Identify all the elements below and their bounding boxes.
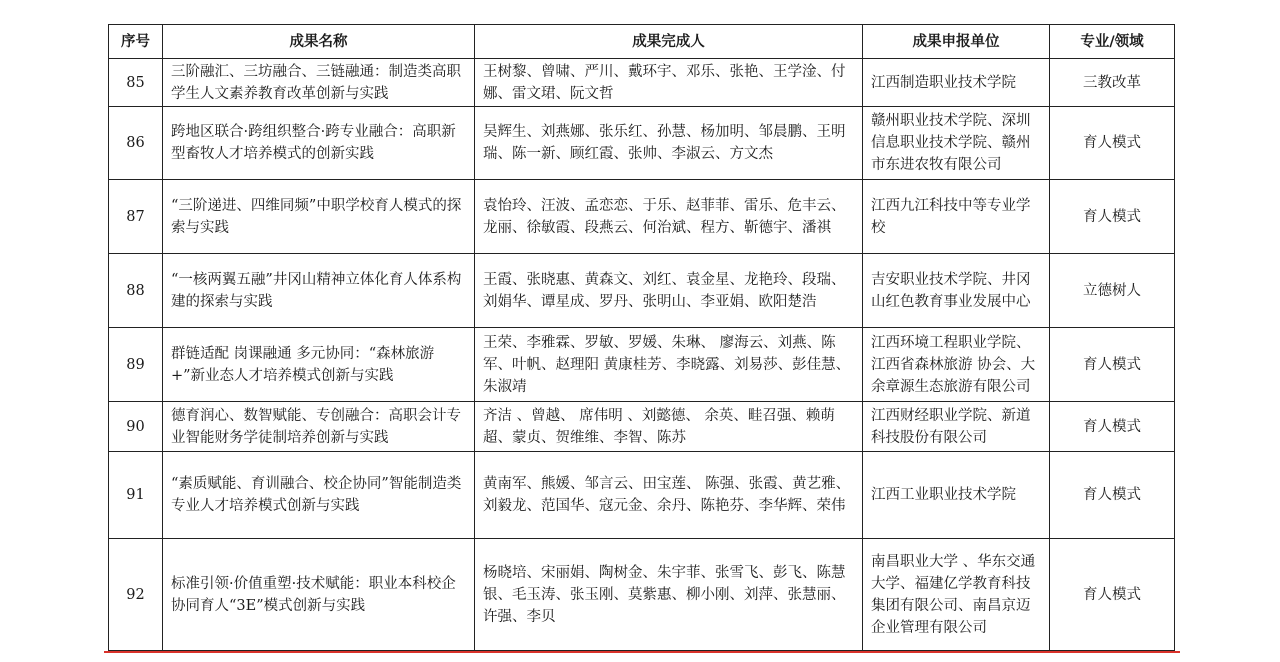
results-table bbox=[108, 24, 1175, 651]
header-row bbox=[109, 25, 1175, 59]
applicant-unit: 吉安职业技术学院、井冈山红色教育事业发展中心 bbox=[863, 254, 1050, 328]
applicant-unit: 江西九江科技中等专业学校 bbox=[863, 180, 1050, 254]
contributors: 袁怡玲、汪波、孟恋恋、于乐、赵菲菲、雷乐、危丰云、龙丽、徐敏霞、段燕云、何治斌、程方、靳德宇、潘祺 bbox=[475, 180, 863, 254]
table-row bbox=[109, 402, 1175, 452]
contributors: 杨晓培、宋丽娟、陶树金、朱宇菲、张雪飞、彭飞、陈慧银、毛玉涛、张玉刚、莫紫惠、柳小刚、刘萍、张慧丽、许强、李贝 bbox=[475, 539, 863, 651]
applicant-unit: 江西环境工程职业学院、江西省森林旅游 协会、大余章源生态旅游有限公司 bbox=[863, 328, 1050, 402]
field: 育人模式 bbox=[1050, 452, 1175, 539]
achievement-name: 跨地区联合·跨组织整合·跨专业融合：高职新型畜牧人才培养模式的创新实践 bbox=[163, 107, 475, 180]
field: 育人模式 bbox=[1050, 107, 1175, 180]
contributors: 黄南军、熊媛、邹言云、田宝莲、 陈强、张霞、黄艺雅、 刘毅龙、范国华、寇元金、余丹、陈艳芬、李华辉、荣伟 bbox=[475, 452, 863, 539]
achievement-name: “素质赋能、育训融合、校企协同”智能制造类专业人才培养模式创新与实践 bbox=[163, 452, 475, 539]
contributors: 吴辉生、刘燕娜、张乐红、孙慧、杨加明、邹晨鹏、王明瑞、陈一新、顾红霞、张帅、李淑云、方文杰 bbox=[475, 107, 863, 180]
applicant-unit: 江西财经职业学院、新道科技股份有限公司 bbox=[863, 402, 1050, 452]
header-applicant-unit: 成果申报单位 bbox=[863, 25, 1050, 59]
achievement-name: 群链适配 岗课融通 多元协同：“森林旅游+”新业态人才培养模式创新与实践 bbox=[163, 328, 475, 402]
field: 育人模式 bbox=[1050, 539, 1175, 651]
table-row bbox=[109, 539, 1175, 651]
field: 三教改革 bbox=[1050, 59, 1175, 107]
row-number: 87 bbox=[109, 180, 163, 254]
field: 育人模式 bbox=[1050, 328, 1175, 402]
row-number: 91 bbox=[109, 452, 163, 539]
field: 育人模式 bbox=[1050, 402, 1175, 452]
contributors: 齐洁 、曾越、 席伟明 、刘懿德、 余英、畦召强、赖萌超、蒙贞、贺维维、李智、陈苏 bbox=[475, 402, 863, 452]
achievement-name: 三阶融汇、三坊融合、三链融通：制造类高职学生人文素养教育改革创新与实践 bbox=[163, 59, 475, 107]
table-row bbox=[109, 59, 1175, 107]
row-number: 92 bbox=[109, 539, 163, 651]
results-sheet bbox=[108, 24, 1174, 651]
contributors: 王荣、李雅霖、罗敏、罗媛、朱琳、 廖海云、刘燕、陈军、叶帆、赵理阳 黄康桂芳、李晓露、刘易莎、彭佳慧、朱淑靖 bbox=[475, 328, 863, 402]
table-row bbox=[109, 180, 1175, 254]
table-row bbox=[109, 328, 1175, 402]
row-number: 86 bbox=[109, 107, 163, 180]
achievement-name: “三阶递进、四维同频”中职学校育人模式的探索与实践 bbox=[163, 180, 475, 254]
achievement-name: 标准引领·价值重塑·技术赋能：职业本科校企协同育人“3E”模式创新与实践 bbox=[163, 539, 475, 651]
header-field: 专业/领域 bbox=[1050, 25, 1175, 59]
applicant-unit: 南昌职业大学 、华东交通大学、福建亿学教育科技集团有限公司、南昌京迈企业管理有限公司 bbox=[863, 539, 1050, 651]
applicant-unit: 江西制造职业技术学院 bbox=[863, 59, 1050, 107]
row-number: 89 bbox=[109, 328, 163, 402]
table-row bbox=[109, 254, 1175, 328]
achievement-name: “一核两翼五融”井冈山精神立体化育人体系构建的探索与实践 bbox=[163, 254, 475, 328]
header-contributors: 成果完成人 bbox=[475, 25, 863, 59]
header-achievement-name: 成果名称 bbox=[163, 25, 475, 59]
field: 立德树人 bbox=[1050, 254, 1175, 328]
contributors: 王树黎、曾啸、严川、戴环宇、邓乐、张艳、王学淦、付娜、雷文珺、阮文哲 bbox=[475, 59, 863, 107]
achievement-name: 德育润心、数智赋能、专创融合：高职会计专业智能财务学徒制培养创新与实践 bbox=[163, 402, 475, 452]
applicant-unit: 赣州职业技术学院、深圳信息职业技术学院、赣州市东进农牧有限公司 bbox=[863, 107, 1050, 180]
applicant-unit: 江西工业职业技术学院 bbox=[863, 452, 1050, 539]
row-number: 88 bbox=[109, 254, 163, 328]
row-number: 85 bbox=[109, 59, 163, 107]
table-row bbox=[109, 452, 1175, 539]
table-row bbox=[109, 107, 1175, 180]
contributors: 王霞、张晓惠、黄森文、刘红、袁金星、龙艳玲、段瑞、刘娟华、谭星成、罗丹、张明山、李亚娟、欧阳楚浩 bbox=[475, 254, 863, 328]
header-serial-number: 序号 bbox=[109, 25, 163, 59]
footer-red-rule bbox=[104, 651, 1180, 653]
field: 育人模式 bbox=[1050, 180, 1175, 254]
row-number: 90 bbox=[109, 402, 163, 452]
